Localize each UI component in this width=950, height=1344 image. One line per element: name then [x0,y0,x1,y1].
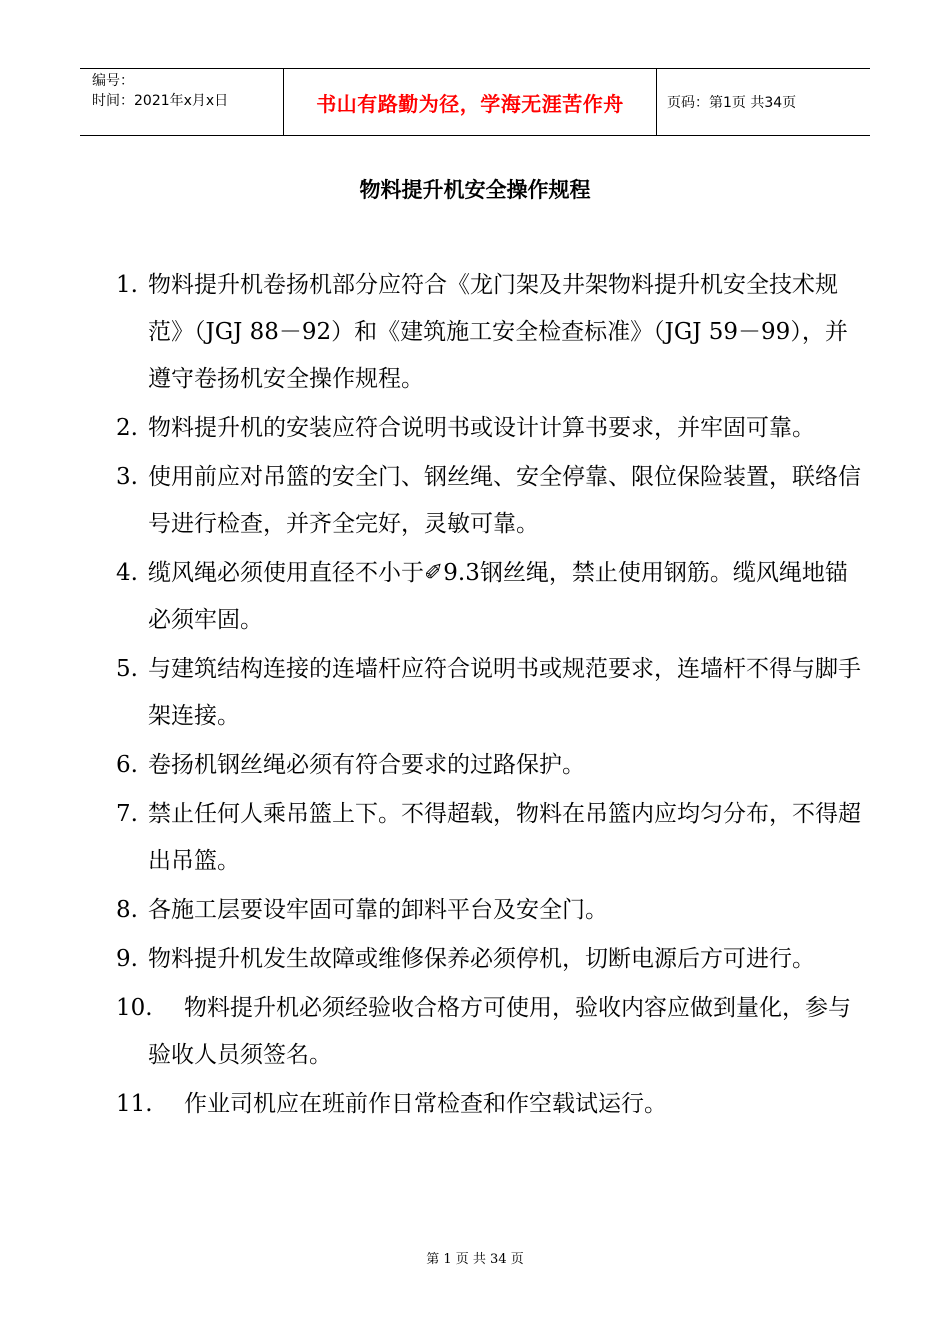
item-number: 6. [116,752,138,778]
list-item [116,742,866,789]
page-footer: 第 1 页 共 34 页 [426,1252,524,1267]
list-item [116,550,866,644]
item-text: 使用前应对吊篮的安全门、钢丝绳、安全停靠、限位保险装置，联络信号进行检查，并齐全完好，灵敏可靠。 [148,464,861,537]
item-number: 11. [116,1091,153,1117]
item-number: 8. [116,897,138,923]
list-item [116,985,866,1079]
list-item [116,791,866,885]
header-time: 时间：2021年x月x日 [92,93,229,109]
item-number: 5. [116,656,138,682]
list-item [116,454,866,548]
header-number: 编号： [92,73,134,89]
item-text: 各施工层要设牢固可靠的卸料平台及安全门。 [148,897,608,923]
item-text: 卷扬机钢丝绳必须有符合要求的过路保护。 [148,752,585,778]
item-number: 10. [116,995,153,1021]
item-number: 4. [116,560,138,586]
item-text: 物料提升机的安装应符合说明书或设计计算书要求，并牢固可靠。 [148,415,815,441]
list-item [116,887,866,934]
list-item [116,1081,866,1128]
item-number: 9. [116,946,138,972]
item-text: 物料提升机卷扬机部分应符合《龙门架及井架物料提升机安全技术规范》（JGJ 88－92）和《建筑施工安全检查标准》（JGJ 59－99），并遵守卷扬机安全操作规程。 [148,272,848,392]
list-item [116,405,866,452]
page-title: 物料提升机安全操作规程 [359,178,591,202]
item-text: 作业司机应在班前作日常检查和作空载试运行。 [184,1091,667,1117]
item-text: 缆风绳必须使用直径不小于✐9.3钢丝绳，禁止使用钢筋。缆风绳地锚必须牢固。 [148,560,848,633]
header-page-info: 页码：第1页 共34页 [667,95,797,111]
list-item [116,936,866,983]
list-item [116,262,866,403]
item-text: 物料提升机发生故障或维修保养必须停机，切断电源后方可进行。 [148,946,815,972]
item-text: 与建筑结构连接的连墙杆应符合说明书或规范要求，连墙杆不得与脚手架连接。 [148,656,861,729]
header-motto: 书山有路勤为径，学海无涯苦作舟 [316,91,624,116]
item-number: 7. [116,801,138,827]
header-motto-cell [284,69,657,135]
item-text: 物料提升机必须经验收合格方可使用，验收内容应做到量化，参与验收人员须签名。 [148,995,851,1068]
document-header [80,68,870,136]
item-number: 1. [116,272,138,298]
header-meta [80,69,284,135]
rules-list [116,262,866,1130]
item-number: 2. [116,415,138,441]
list-item [116,646,866,740]
item-number: 3. [116,464,138,490]
item-text: 禁止任何人乘吊篮上下。不得超载，物料在吊篮内应均匀分布，不得超出吊篮。 [148,801,861,874]
